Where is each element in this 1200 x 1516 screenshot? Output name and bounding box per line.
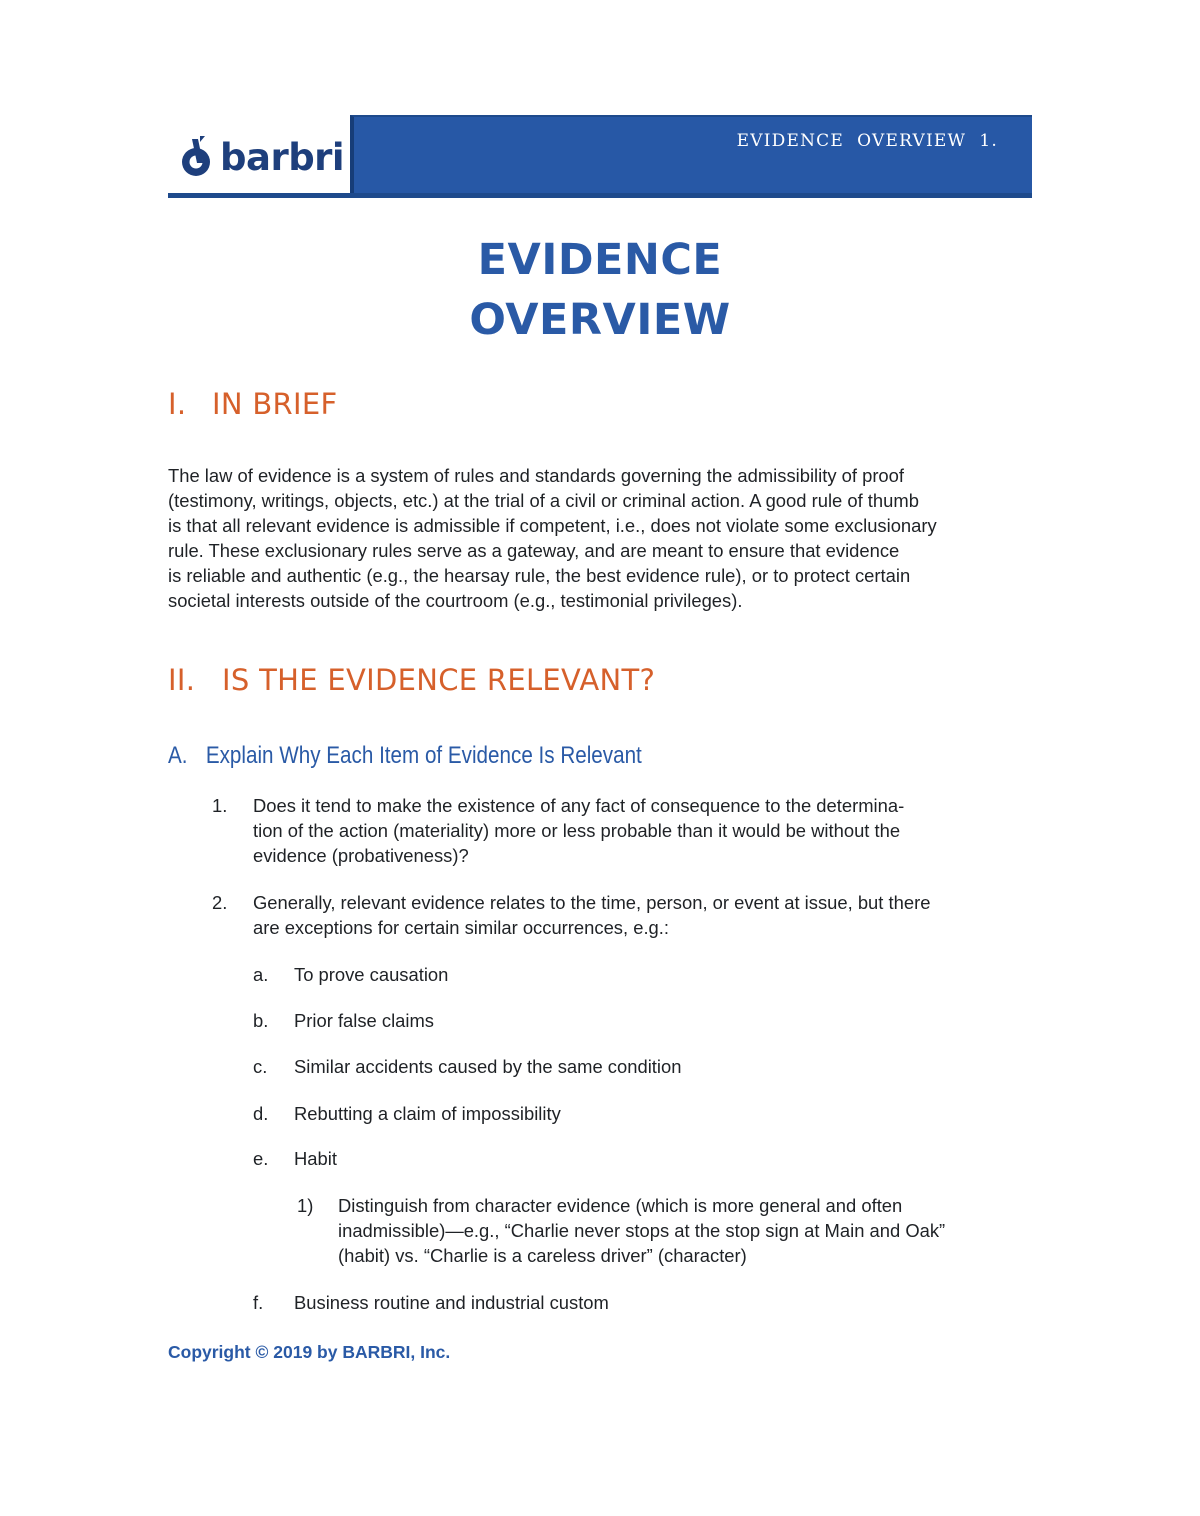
text-line: are exceptions for certain similar occurrences, e.g.:	[253, 917, 670, 938]
copyright-notice: Copyright © 2019 by BARBRI, Inc.	[168, 1342, 451, 1362]
list-marker: f.	[253, 1292, 264, 1313]
subsection-title: Explain Why Each Item of Evidence Is Relevant	[205, 742, 642, 769]
paragraph-line: rule. These exclusionary rules serve as a gateway, and are meant to ensure that evidence	[168, 540, 900, 561]
section-number: I.	[168, 387, 187, 421]
list-item-text	[253, 793, 904, 868]
logo-wordmark: barbri	[220, 135, 345, 179]
text-line: Distinguish from character evidence (which is more general and often	[338, 1195, 903, 1216]
header-rule	[168, 193, 1032, 198]
in-brief-paragraph	[168, 463, 1048, 613]
subsection-heading-a	[168, 740, 642, 772]
text-line: Does it tend to make the existence of any fact of consequence to the determina-	[253, 795, 905, 816]
list-marker: b.	[253, 1010, 269, 1031]
list-item-text: Habit	[294, 1148, 337, 1169]
list-marker: 2.	[212, 892, 228, 913]
list-item-text: Similar accidents caused by the same condition	[294, 1056, 682, 1077]
section-number: II.	[168, 663, 196, 697]
barbri-logo	[178, 133, 344, 181]
text-line: (habit) vs. “Charlie is a careless driver” (character)	[338, 1245, 747, 1266]
list-marker: d.	[253, 1103, 269, 1124]
list-marker: 1)	[297, 1195, 314, 1216]
subsection-letter: A.	[168, 742, 188, 769]
list-marker: c.	[253, 1056, 268, 1077]
section-title: IN BRIEF	[212, 387, 338, 421]
text-line: evidence (probativeness)?	[253, 845, 469, 866]
list-item-text: Rebutting a claim of impossibility	[294, 1103, 561, 1124]
document-title	[0, 230, 1200, 350]
paragraph-line: is that all relevant evidence is admissible if competent, i.e., does not violate some exclusionary	[168, 515, 937, 536]
text-line: inadmissible)—e.g., “Charlie never stops at the stop sign at Main and Oak”	[338, 1220, 946, 1241]
title-line-2: OVERVIEW	[469, 295, 731, 345]
text-line: tion of the action (materiality) more or less probable than it would be without the	[253, 820, 901, 841]
paragraph-line: is reliable and authentic (e.g., the hearsay rule, the best evidence rule), or to protect certain	[168, 565, 911, 586]
barbri-logo-icon	[178, 133, 214, 181]
list-marker: a.	[253, 964, 269, 985]
list-item-text: To prove causation	[294, 964, 449, 985]
paragraph-line: The law of evidence is a system of rules and standards governing the admissibility of proof	[168, 465, 905, 486]
page-header	[168, 115, 1032, 199]
list-marker: 1.	[212, 795, 228, 816]
text-line: Generally, relevant evidence relates to the time, person, or event at issue, but there	[253, 892, 931, 913]
section-title: IS THE EVIDENCE RELEVANT?	[222, 663, 656, 697]
list-item-text	[253, 890, 930, 940]
header-band	[350, 115, 1032, 193]
list-item-text: Prior false claims	[294, 1010, 435, 1031]
paragraph-line: (testimony, writings, objects, etc.) at the trial of a civil or criminal action. A good rule of thumb	[168, 490, 919, 511]
section-heading-relevance	[168, 662, 655, 698]
list-item-text: Business routine and industrial custom	[294, 1292, 609, 1313]
paragraph-line: societal interests outside of the courtroom (e.g., testimonial privileges).	[168, 590, 743, 611]
section-heading-in-brief	[168, 386, 337, 422]
list-item-text	[338, 1193, 945, 1268]
running-title: EVIDENCE OVERVIEW 1.	[736, 131, 998, 151]
list-marker: e.	[253, 1148, 269, 1169]
title-line-1: EVIDENCE	[477, 235, 723, 285]
